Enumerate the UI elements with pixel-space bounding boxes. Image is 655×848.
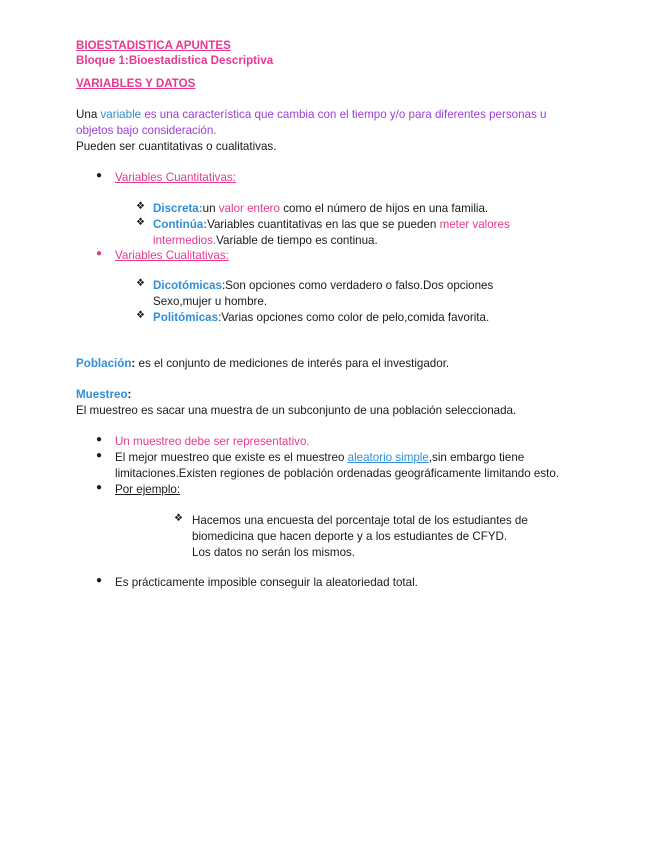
sampling-heading: [76, 387, 131, 403]
population-text: es el conjunto de mediciones de interés para el investigador.: [135, 357, 450, 370]
diamond-bullet-icon: ❖: [174, 513, 183, 524]
continuous-term: Continúa:: [153, 218, 208, 231]
population-paragraph: [76, 356, 449, 372]
population-colon: :: [131, 357, 136, 370]
continuous-item-line-2: [153, 233, 378, 249]
discrete-highlight: valor entero: [218, 202, 280, 215]
qualitative-label: Variables Cualitativas:: [115, 249, 229, 262]
discrete-text-c: como el número de hijos en una familia.: [279, 202, 489, 215]
bullet-icon: ●: [96, 170, 103, 181]
continuous-highlight: meter valores: [439, 218, 510, 231]
intro-text: Una: [76, 108, 101, 121]
continuous-highlight-2: intermedios.: [153, 234, 217, 247]
continuous-text-a: Variables cuantitativas en las que se pueden: [207, 218, 440, 231]
dichotomous-text: :Son opciones como verdadero o falso.Dos opciones: [221, 279, 494, 292]
section-heading: VARIABLES Y DATOS: [76, 77, 196, 90]
sampling-bullet-4: Es prácticamente imposible conseguir la aleatoriedad total.: [115, 576, 418, 589]
bullet-icon: ●: [96, 434, 103, 445]
example-line-3: Los datos no serán los mismos.: [192, 546, 356, 559]
quantitative-label: Variables Cuantitativas:: [115, 171, 236, 184]
sampling-bullet-2-line-2: limitaciones.Existen regiones de población ordenadas geográficamente limitando esto.: [115, 467, 560, 480]
polytomous-item: [153, 310, 489, 326]
polytomous-text: :Varias opciones como color de pelo,comida favorita.: [218, 311, 490, 324]
diamond-bullet-icon: ❖: [136, 217, 145, 228]
sampling-term: Muestreo: [76, 388, 128, 401]
bullet-icon: ●: [96, 450, 103, 461]
dichotomous-item: [153, 278, 493, 294]
bullet-icon: ●: [96, 575, 103, 586]
continuous-text-d: Variable de tiempo es continua.: [216, 234, 378, 247]
sampling-bullet-2-text-a: El mejor muestreo que existe es el muestreo: [115, 451, 348, 464]
bullet-icon: ●: [96, 482, 103, 493]
document-subtitle: Bloque 1:Bioestadistica Descriptiva: [76, 54, 274, 67]
example-line-2: biomedicina que hacen deporte y a los estudiantes de CFYD.: [192, 530, 508, 543]
intro-line-3: Pueden ser cuantitativas o cualitativas.: [76, 140, 277, 153]
sampling-definition: El muestreo es sacar una muestra de un subconjunto de una población seleccionada.: [76, 404, 517, 417]
sampling-bullet-2-text-b: ,sin embargo tiene: [428, 451, 525, 464]
document-title: BIOESTADISTICA APUNTES: [76, 39, 231, 52]
variable-term: variable: [100, 108, 142, 121]
sampling-bullet-3: Por ejemplo:: [115, 483, 181, 496]
intro-line-1: [76, 107, 546, 123]
random-sampling-link[interactable]: aleatorio simple: [347, 451, 429, 464]
diamond-bullet-icon: ❖: [136, 310, 145, 321]
dichotomous-item-line-2: Sexo,mujer u hombre.: [153, 295, 268, 308]
dichotomous-term: Dicotómicas: [153, 279, 222, 292]
sampling-bullet-2: [115, 450, 524, 466]
sampling-bullet-1: Un muestreo debe ser representativo.: [115, 435, 310, 448]
intro-line-2: objetos bajo consideración.: [76, 124, 217, 137]
sampling-colon: :: [127, 388, 132, 401]
continuous-item: [153, 217, 510, 233]
polytomous-term: Politómicas: [153, 311, 219, 324]
discrete-item: [153, 201, 488, 217]
bullet-icon: ●: [96, 248, 103, 259]
discrete-term: Discreta:: [153, 202, 203, 215]
variable-definition: es una característica que cambia con el tiempo y/o para diferentes personas u: [141, 108, 547, 121]
discrete-text-a: un: [202, 202, 219, 215]
diamond-bullet-icon: ❖: [136, 278, 145, 289]
example-line-1: Hacemos una encuesta del porcentaje total de los estudiantes de: [192, 514, 528, 527]
population-term: Población: [76, 357, 132, 370]
diamond-bullet-icon: ❖: [136, 201, 145, 212]
